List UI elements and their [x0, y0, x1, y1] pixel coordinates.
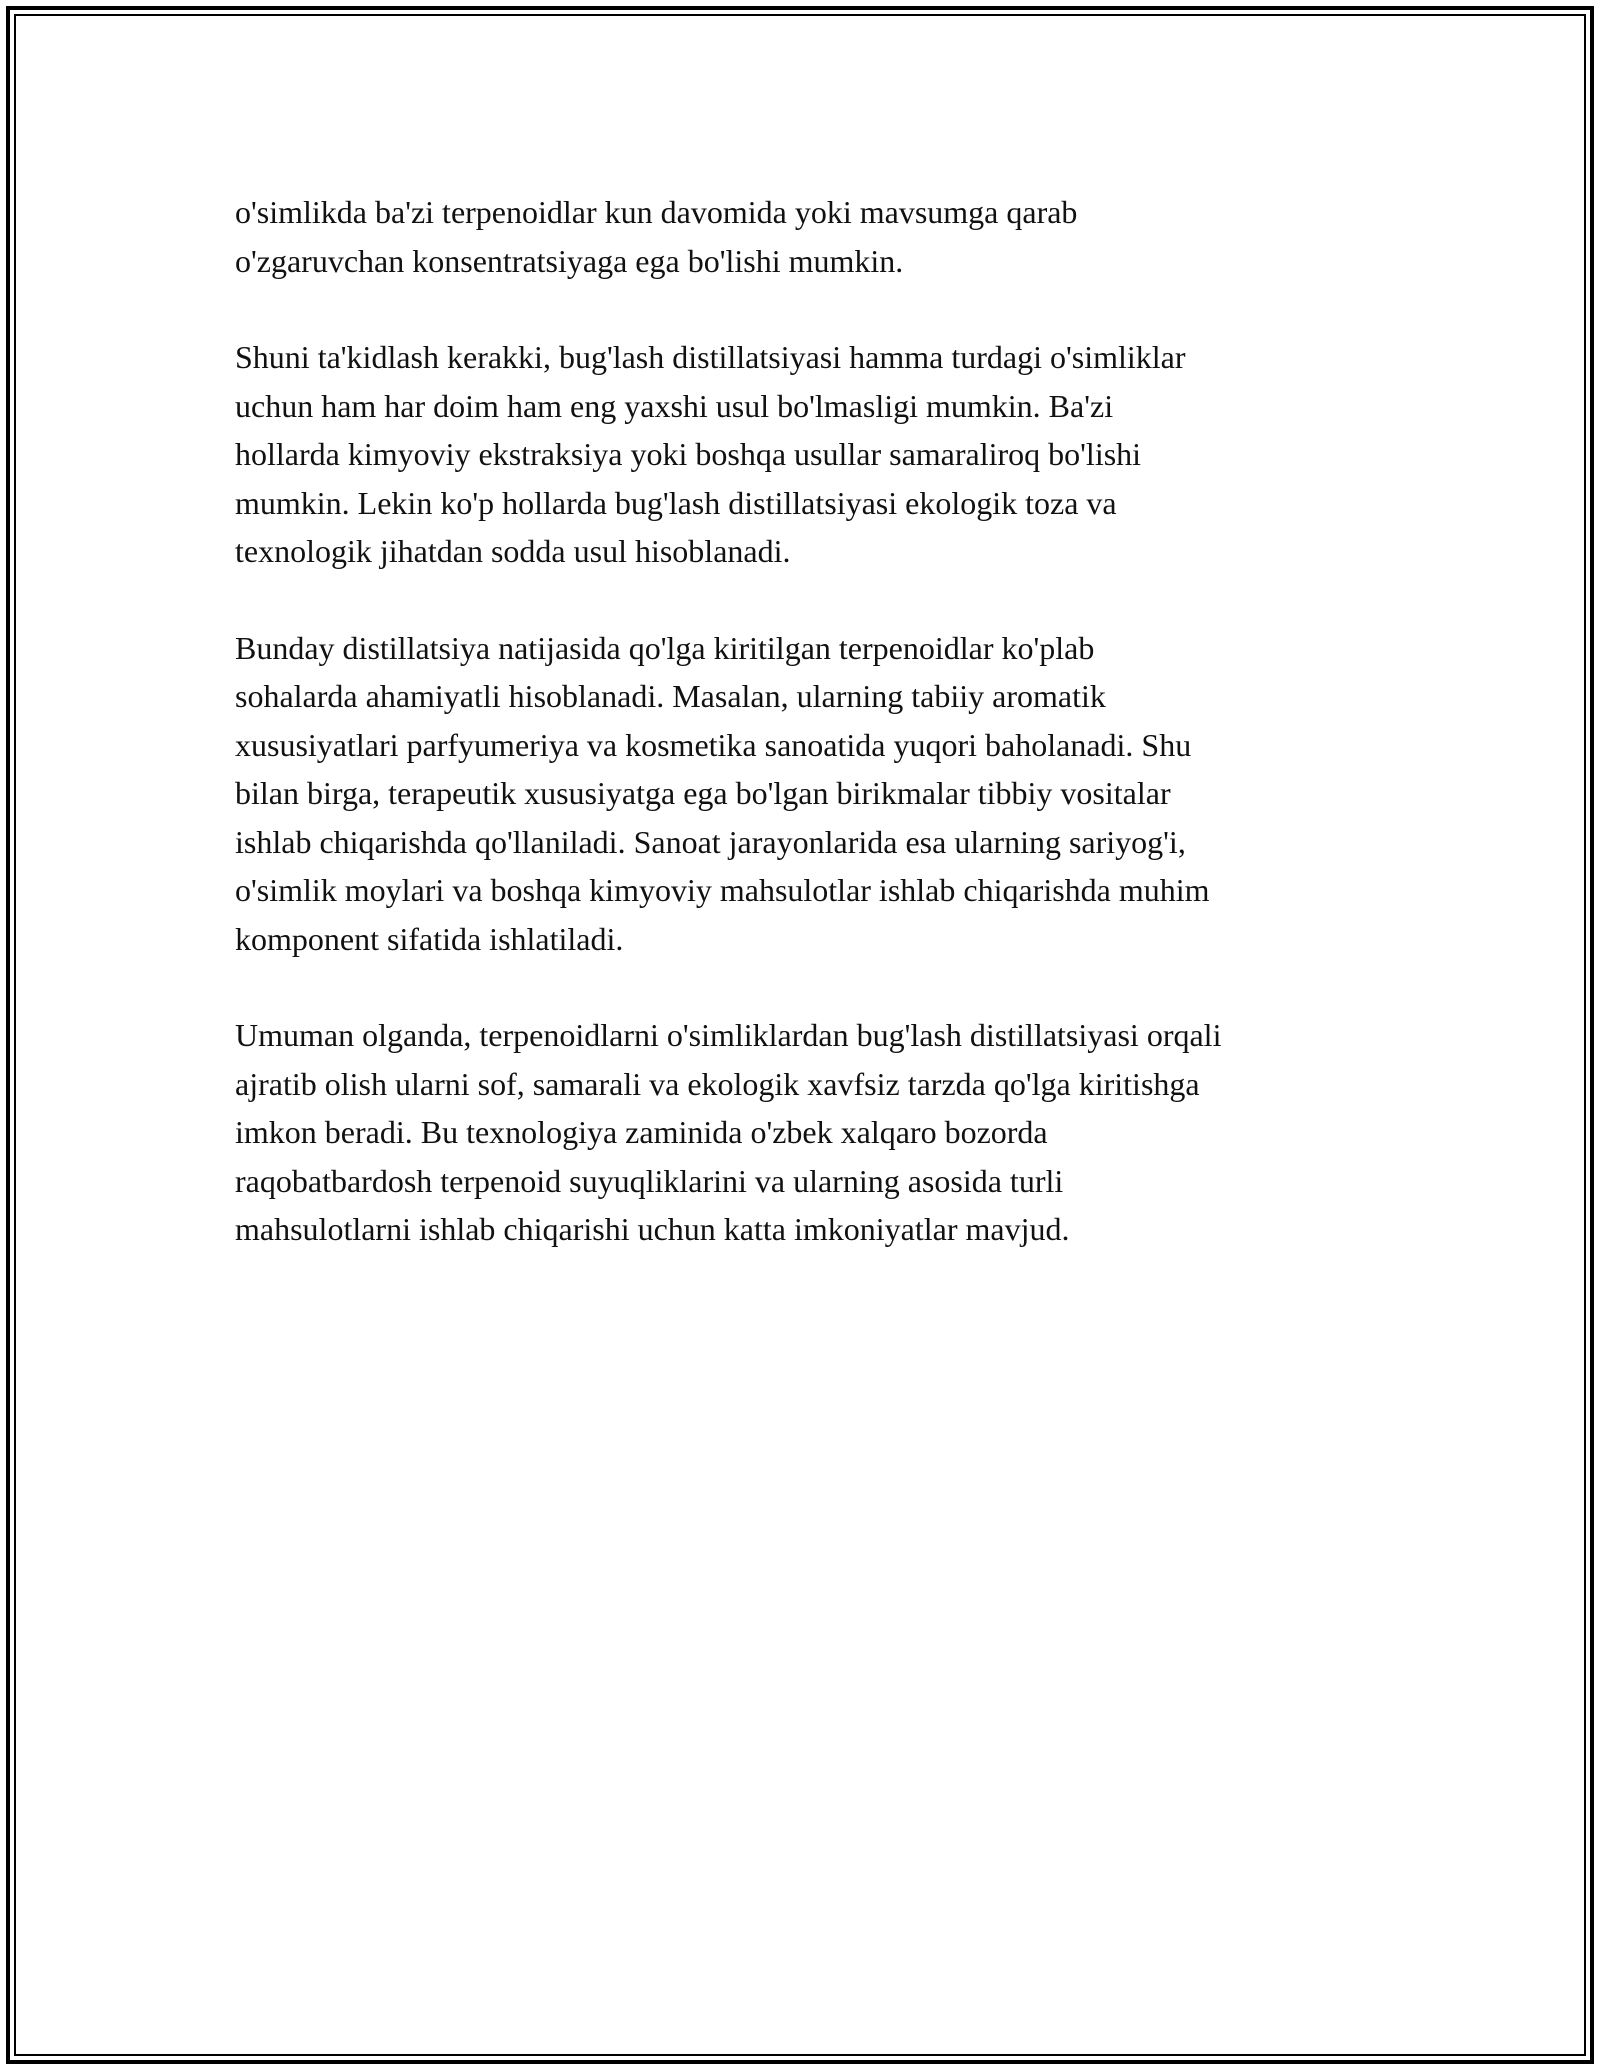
paragraph-continuation: o'simlikda ba'zi terpenoidlar kun davomida yoki mavsumga qarab o'zgaruvchan konsentratsiyaga ega bo'lishi mumkin. — [235, 194, 1078, 279]
paragraph-conclusion: Umuman olganda, terpenoidlarni o'simliklardan bug'lash distillatsiyasi orqali ajratib olish ularni sof, samarali va ekologik xavfsiz tarzda qo'lga kiritishga imkon beradi. Bu texnologiya zaminida o'zbek xalqaro bozorda raqobatbardosh terpenoid suyuqliklarini va ularning asosida turli mahsulotlarni ishlab chiqarishi uchun katta imkoniyatlar mavjud. — [235, 1017, 1222, 1247]
paragraph-method-note: Shuni ta'kidlash kerakki, bug'lash distillatsiyasi hamma turdagi o'simliklar uchun ham har doim ham eng yaxshi usul bo'lmasligi mumkin. Ba'zi hollarda kimyoviy ekstraksiya yoki boshqa usullar samaraliroq bo'lishi mumkin. Lekin ko'p hollarda bug'lash distillatsiyasi ekologik toza va texnologik jihatdan sodda usul hisoblanadi. — [235, 339, 1186, 569]
document-body — [235, 188, 1385, 1302]
paragraph-applications: Bunday distillatsiya natijasida qo'lga kiritilgan terpenoidlar ko'plab sohalarda ahamiyatli hisoblanadi. Masalan, ularning tabiiy aromatik xususiyatlari parfyumeriya va kosmetika sanoatida yuqori baholanadi. Shu bilan birga, terapeutik xususiyatga ega bo'lgan birikmalar tibbiy vositalar ishlab chiqarishda qo'llaniladi. Sanoat jarayonlarida esa ularning sariyog'i, o'simlik moylari va boshqa kimyoviy mahsulotlar ishlab chiqarishda muhim komponent sifatida ishlatiladi. — [235, 629, 1210, 957]
